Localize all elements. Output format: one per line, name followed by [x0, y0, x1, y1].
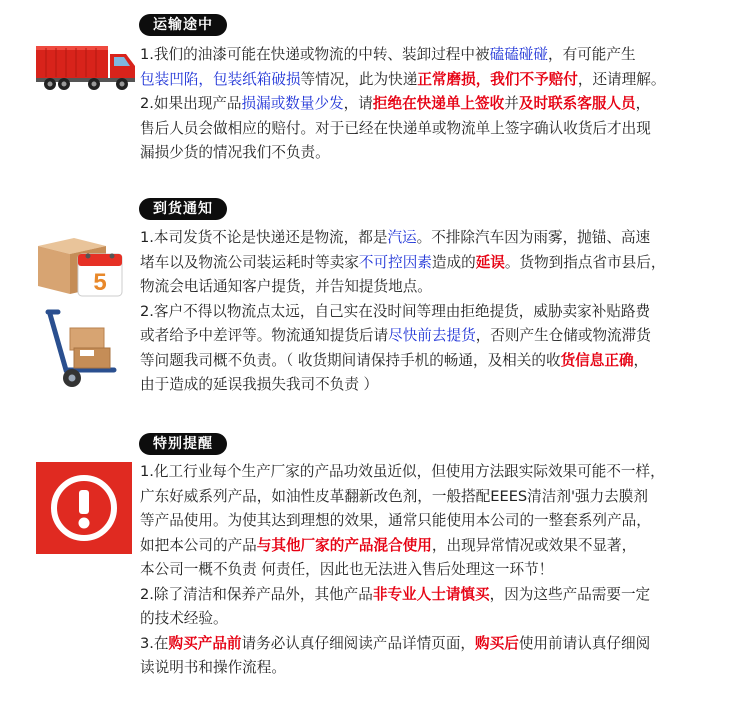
warning-exclamation-icon: [36, 462, 132, 554]
reminder-text: [140, 460, 738, 681]
hand-truck-icon: [40, 308, 124, 390]
package-calendar-icon: [34, 228, 130, 300]
text-line: 读说明书和操作流程。: [140, 659, 286, 676]
section-badge-transport: 运输途中: [139, 14, 227, 36]
text-line: 等问题我司概不负责。（ 收货期间请保持手机的畅通，及相关的收货信息正确，: [140, 351, 649, 369]
text-line: 等产品使用。为使其达到理想的效果，通常只能使用本公司的一整套系列产品，: [140, 512, 651, 529]
text-line: 2.如果出现产品损漏或数量少发，请拒绝在快递单上签收并及时联系客服人员，: [140, 95, 651, 112]
text-line: 广东好威系列产品，如油性皮革翻新改色剂，一般搭配EEES清洁剂'强力去膜剂: [140, 487, 648, 505]
text-line: 如把本公司的产品与其他厂家的产品混合使用，出现异常情况或效果不显著，: [140, 536, 637, 554]
text-line: 售后人员会做相应的赔付。对于已经在快递单或物流单上签字确认收货后才出现: [140, 119, 651, 137]
text-line: 物流会电话通知客户提货，并告知提货地点。: [140, 278, 432, 295]
text-line: 漏损少货的情况我们不负责。: [140, 144, 330, 161]
arrival-text: [140, 226, 738, 398]
text-line: 1.我们的油漆可能在快递或物流的中转、装卸过程中被磕磕碰碰，有可能产生: [140, 46, 636, 63]
text-line: 1.化工行业每个生产厂家的产品功效虽近似，但使用方法跟实际效果可能不一样，: [140, 463, 665, 480]
text-line: 2.客户不得以物流点太远，自己实在没时间等理由拒绝提货，威胁卖家补贴路费: [140, 302, 651, 320]
text-line: 由于造成的延误我损失我司不负责 ）: [140, 376, 379, 393]
text-line: 堵车以及物流公司装运耗时等卖家不可控因素造成的延误。货物到指点省市县后，: [140, 253, 666, 271]
section-badge-arrival: 到货通知: [139, 198, 227, 220]
text-line: 2.除了清洁和保养产品外，其他产品非专业人士请慎买，因为这些产品需要一定: [140, 585, 651, 603]
text-line: 的技术经验。: [140, 610, 228, 627]
calendar-number: 5: [93, 269, 107, 296]
text-line: 包装凹陷，包装纸箱破损等情况，此为快递正常磨损，我们不予赔付，还请理解。: [140, 70, 666, 88]
text-line: 1.本司发货不论是快递还是物流，都是汽运。不排除汽车因为雨雾，抛锚、高速: [140, 229, 651, 246]
text-line: 或者给予中差评等。物流通知提货后请尽快前去提货，否则产生仓储或物流滞货: [140, 327, 651, 344]
text-line: 3.在购买产品前请务必认真仔细阅读产品详情页面，购买后使用前请认真仔细阅: [140, 634, 651, 652]
text-line: 本公司一概不负责 何责任，因此也无法进入售后处理这一环节！: [140, 561, 554, 578]
transport-text: [140, 43, 738, 166]
section-badge-reminder: 特别提醒: [139, 433, 227, 455]
truck-icon: [34, 40, 138, 92]
